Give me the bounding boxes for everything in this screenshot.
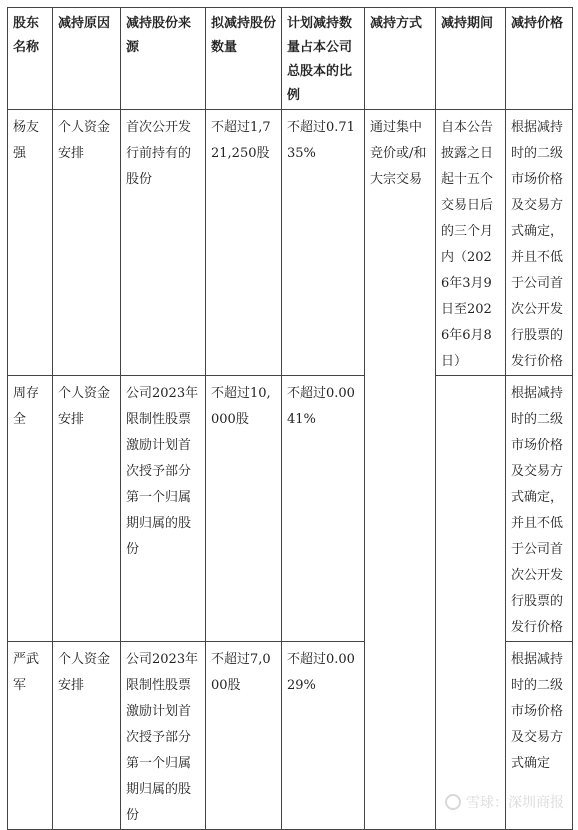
header-reduction-period: 减持期间 [436, 8, 506, 110]
ratio-of-total-shares: 不超过0.0029% [282, 642, 365, 830]
header-share-source: 减持股份来源 [121, 8, 206, 110]
watermark-text: 雪球：深圳商报 [466, 795, 564, 811]
header-row [8, 8, 573, 110]
shareholder-name: 周存全 [8, 376, 53, 642]
ratio-of-total-shares: 不超过0.7135% [282, 110, 365, 376]
reduction-period: 自本公告披露之日起十五个交易日后的三个月内（2026年3月9日至2026年6月8日） [436, 110, 506, 376]
planned-quantity: 不超过10,000股 [206, 376, 282, 642]
planned-quantity: 不超过7,000股 [206, 642, 282, 830]
header-ratio-of-total-shares: 计划减持数量占本公司总股本的比例 [282, 8, 365, 110]
header-reduction-method: 减持方式 [365, 8, 436, 110]
table-row [8, 110, 573, 376]
reduction-reason: 个人资金安排 [53, 376, 121, 642]
share-source: 首次公开发行前持有的股份 [121, 110, 206, 376]
share-source: 公司2023年限制性股票激励计划首次授予部分第一个归属期归属的股份 [121, 642, 206, 830]
share-reduction-table [7, 7, 573, 830]
reduction-price: 根据减持时的二级市场价格及交易方式确定，并且不低于公司首次公开发行股票的发行价格 [506, 376, 573, 642]
planned-quantity: 不超过1,721,250股 [206, 110, 282, 376]
reduction-period-continued [436, 376, 506, 830]
shareholder-name: 严武军 [8, 642, 53, 830]
reduction-reason: 个人资金安排 [53, 642, 121, 830]
reduction-method: 通过集中竞价或/和大宗交易 [365, 110, 436, 830]
header-reduction-reason: 减持原因 [53, 8, 121, 110]
header-shareholder-name: 股东名称 [8, 8, 53, 110]
shareholder-name: 杨友强 [8, 110, 53, 376]
share-source: 公司2023年限制性股票激励计划首次授予部分第一个归属期归属的股份 [121, 376, 206, 642]
header-reduction-price: 减持价格 [506, 8, 573, 110]
table-row [8, 376, 573, 642]
reduction-price: 根据减持时的二级市场价格及交易方式确定，并且不低于公司首次公开发行股票的发行价格 [506, 110, 573, 376]
watermark [445, 792, 564, 812]
header-planned-quantity: 拟减持股份数量 [206, 8, 282, 110]
ratio-of-total-shares: 不超过0.0041% [282, 376, 365, 642]
reduction-price: 根据减持时的二级市场价格及交易方式确定 [506, 642, 573, 830]
xueqiu-logo-icon [445, 794, 461, 810]
reduction-reason: 个人资金安排 [53, 110, 121, 376]
